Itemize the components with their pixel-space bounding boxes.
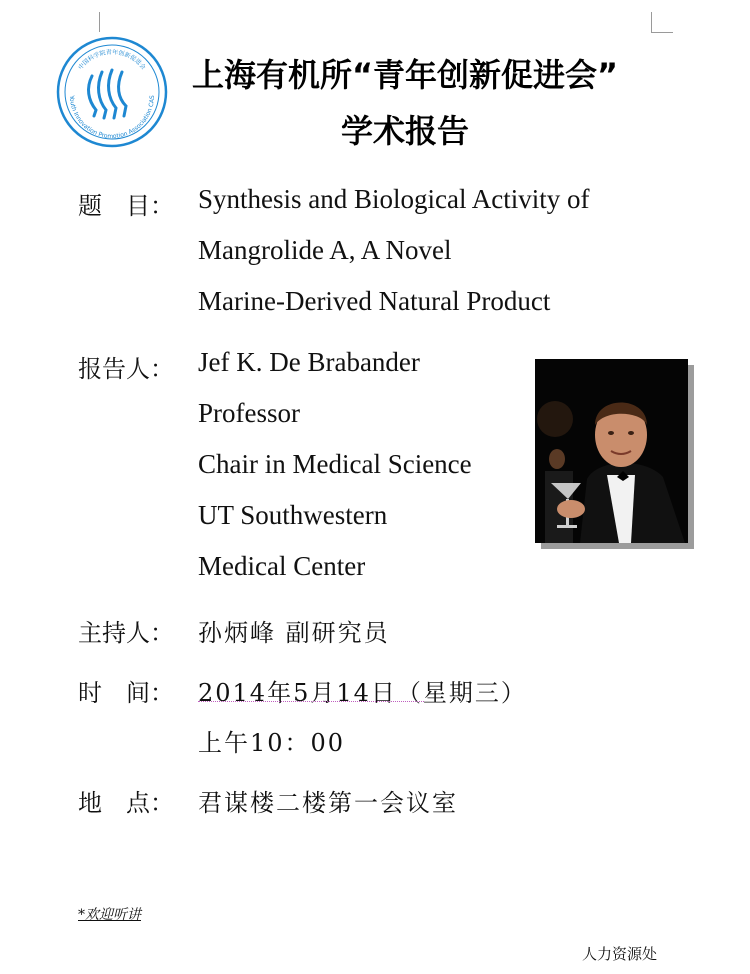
date-underline	[198, 701, 424, 702]
crop-mark-top-right-horizontal	[651, 32, 673, 33]
poster-subtitle: 学术报告	[340, 112, 469, 150]
logo-bottom-text: Youth Innovation Promotion Association CAS	[67, 95, 157, 141]
host-label: 主持人：	[78, 619, 174, 647]
host-value: 孙炳峰 副研究员	[198, 619, 390, 647]
event-time: 上午10：00	[198, 729, 346, 757]
speaker-chair: Chair in Medical Science	[198, 449, 472, 479]
speaker-title: Professor	[198, 398, 300, 428]
location-value: 君谋楼二楼第一会议室	[198, 789, 458, 817]
crop-mark-top-right-vertical	[651, 12, 652, 32]
speaker-label: 报告人：	[78, 355, 174, 383]
location-label: 地 点：	[78, 789, 174, 817]
crop-mark-top-left	[99, 12, 100, 32]
speaker-institution-2: Medical Center	[198, 551, 366, 581]
welcome-note: *欢迎听讲	[78, 907, 141, 923]
topic-line-2: Mangrolide A, A Novel	[198, 235, 452, 265]
youth-innovation-association-logo	[56, 36, 168, 148]
logo-top-text: 中国科学院青年创新促进会	[77, 48, 147, 72]
time-label: 时 间：	[78, 679, 174, 707]
topic-line-3: Marine-Derived Natural Product	[198, 286, 551, 316]
speaker-photo	[535, 359, 688, 543]
poster-title: 上海有机所“青年创新促进会”	[191, 56, 619, 94]
topic-line-1: Synthesis and Biological Activity of	[198, 184, 590, 214]
speaker-name: Jef K. De Brabander	[198, 347, 420, 377]
department-signature: 人力资源处	[582, 945, 658, 963]
topic-label: 题 目：	[78, 192, 174, 220]
event-date: 2014年5月14日（星期三）	[198, 679, 527, 707]
speaker-institution: UT Southwestern	[198, 500, 388, 530]
